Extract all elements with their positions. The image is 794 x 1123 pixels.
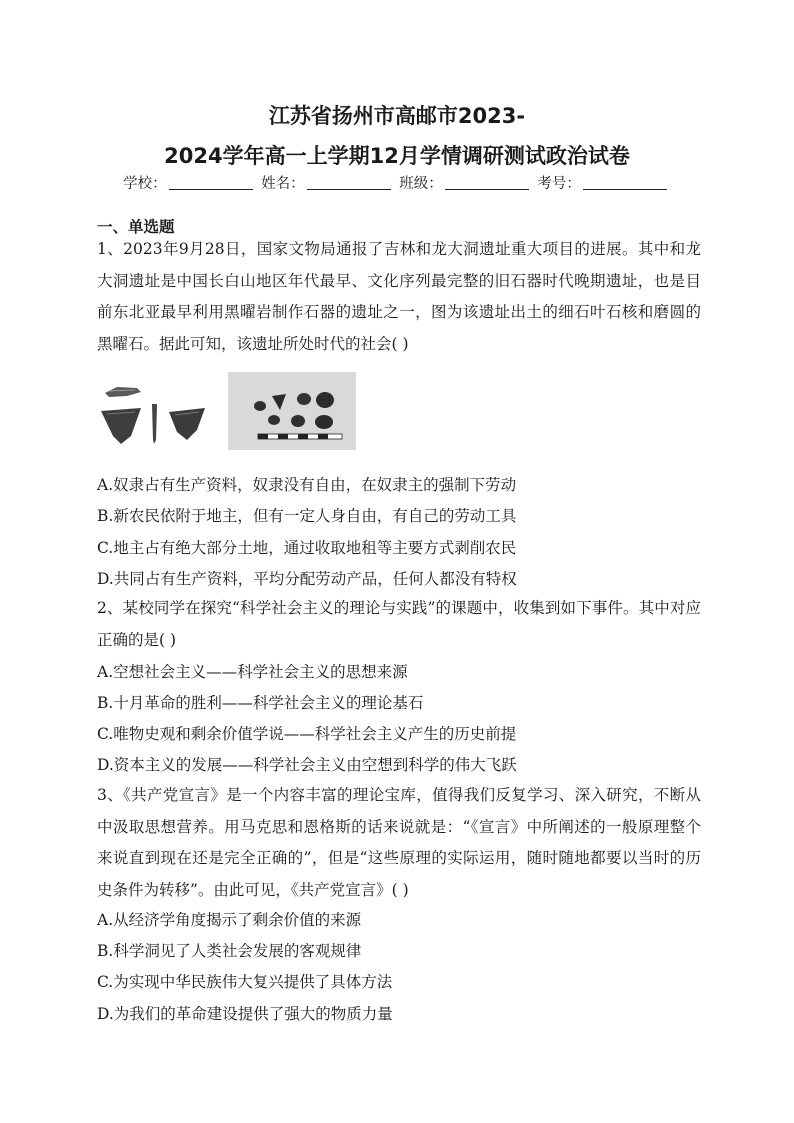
class-label: 班级： — [399, 176, 443, 192]
class-blank[interactable] — [445, 175, 529, 190]
question-3-option-a[interactable]: A.从经济学角度揭示了剩余价值的来源 — [97, 911, 362, 929]
exam-number-blank[interactable] — [583, 175, 667, 190]
name-blank[interactable] — [307, 175, 391, 190]
obsidian-photo-image — [228, 372, 356, 450]
exam-title-line-2: 2024学年高一上学期12月学情调研测试政治试卷 — [164, 144, 630, 168]
question-3-option-d[interactable]: D.为我们的革命建设提供了强大的物质力量 — [97, 1005, 393, 1023]
question-1-stem: 1、2023年9月28日，国家文物局通报了吉林和龙大洞遗址重大项目的进展。其中和龙大洞遗址是中国长白山地区年代最早、文化序列最完整的旧石器时代晚期遗址，也是目前东北亚最早利用黑曜岩制作石器的遗址之一，图为该遗址出土的细石叶石核和磨圆的黑曜石。据此可知，该遗址所处时代的社会( ) — [97, 240, 701, 353]
question-2-option-d[interactable]: D.资本主义的发展——科学社会主义由空想到科学的伟大飞跃 — [97, 756, 517, 774]
question-1-option-a[interactable]: A.奴隶占有生产资料，奴隶没有自由，在奴隶主的强制下劳动 — [97, 476, 517, 494]
question-2-stem: 2、某校同学在探究“科学社会主义的理论与实践”的课题中，收集到如下事件。其中对应正确的是( ) — [97, 599, 701, 649]
question-3-option-b[interactable]: B.科学洞见了人类社会发展的客观规律 — [97, 942, 362, 960]
stone-core-drawing-image — [97, 378, 213, 448]
question-1-option-c[interactable]: C.地主占有绝大部分土地，通过收取地租等主要方式剥削农民 — [97, 539, 517, 557]
question-3-option-c[interactable]: C.为实现中华民族伟大复兴提供了具体方法 — [97, 973, 393, 991]
question-3-stem: 3、《共产党宣言》是一个内容丰富的理论宝库，值得我们反复学习、深入研究，不断从中汲取思想营养。用马克思和恩格斯的话来说就是：“《宣言》中所阐述的一般原理整个来说直到现在还是完全正确的”，但是“这些原理的实际运用，随时随地都要以当时的历史条件为转移”。由此可见，《共产党宣言》( ) — [97, 786, 701, 899]
exam-title-line-1: 江苏省扬州市高邮市2023- — [268, 104, 526, 128]
question-1-option-b[interactable]: B.新农民依附于地主，但有一定人身自由，有自己的劳动工具 — [97, 507, 517, 525]
student-info-row — [0, 172, 794, 193]
question-1-option-d[interactable]: D.共同占有生产资料，平均分配劳动产品，任何人都没有特权 — [97, 570, 517, 588]
school-label: 学校： — [123, 176, 167, 192]
question-2-option-b[interactable]: B.十月革命的胜利——科学社会主义的理论基石 — [97, 694, 424, 712]
name-label: 姓名： — [261, 176, 305, 192]
school-blank[interactable] — [169, 175, 253, 190]
section-title: 一、单选题 — [97, 218, 175, 236]
question-2-option-a[interactable]: A.空想社会主义——科学社会主义的思想来源 — [97, 663, 408, 681]
question-2-option-c[interactable]: C.唯物史观和剩余价值学说——科学社会主义产生的历史前提 — [97, 725, 517, 743]
exam-number-label: 考号： — [537, 176, 581, 192]
